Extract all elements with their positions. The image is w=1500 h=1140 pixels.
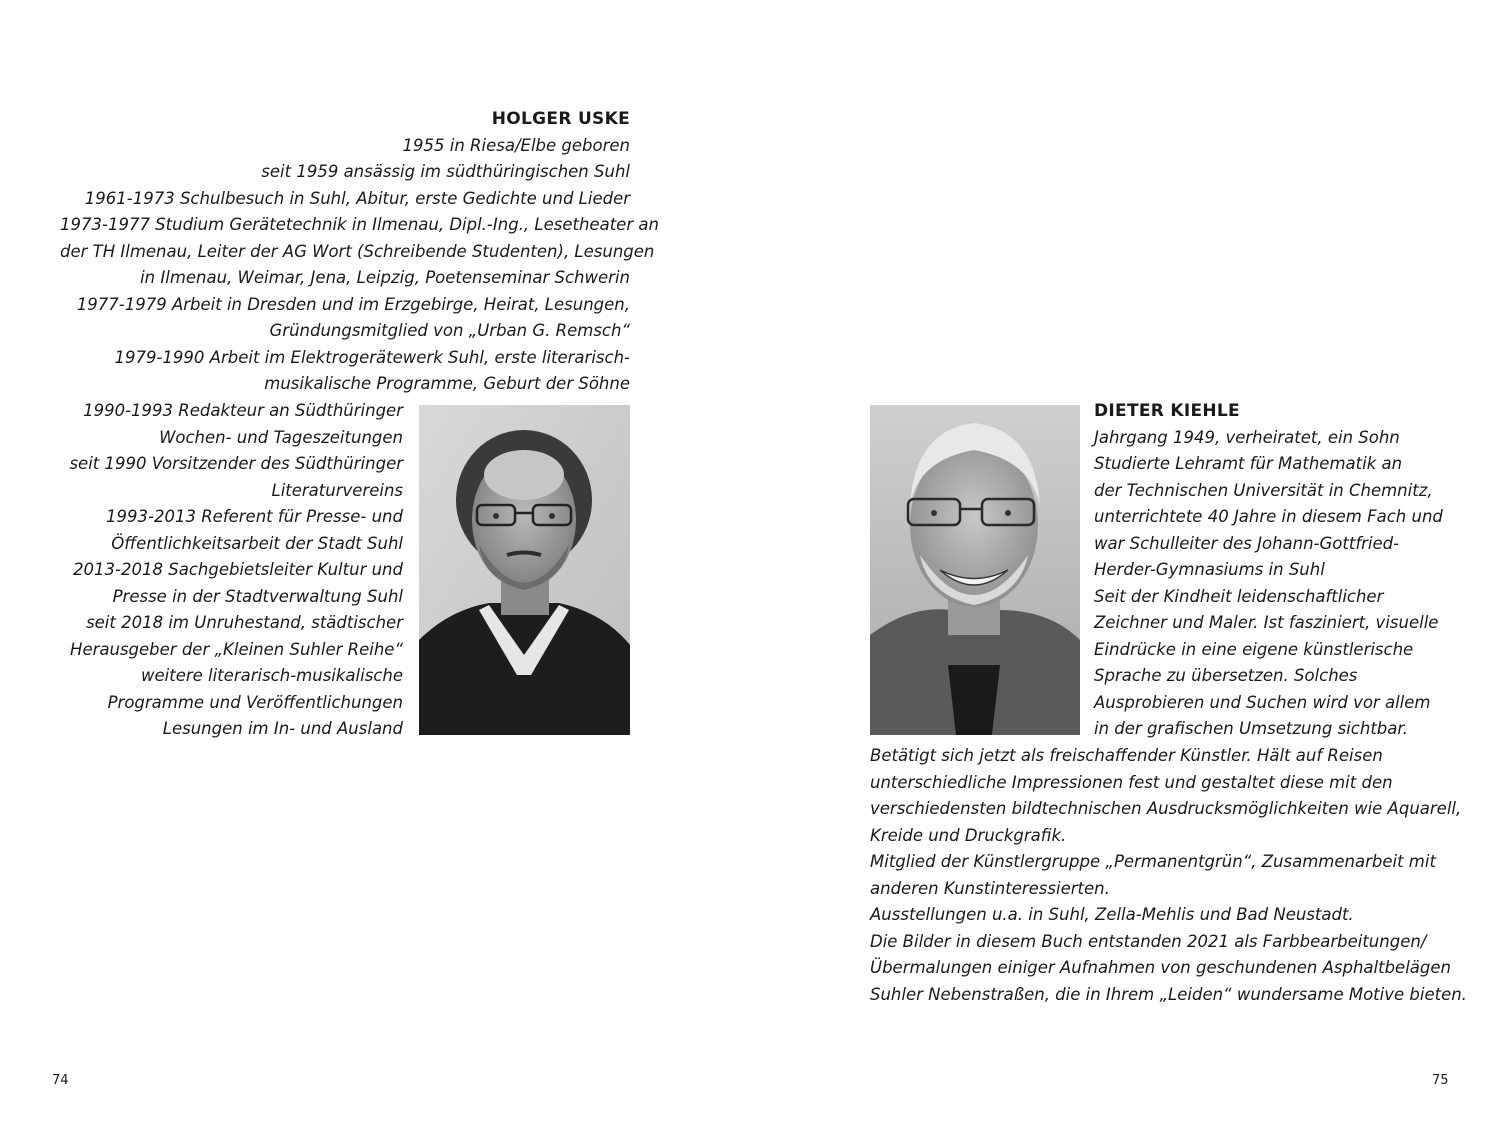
left-side-line: 1993-2013 Referent für Presse- und xyxy=(106,507,403,526)
right-side-line: Eindrücke in eine eigene künstlerische xyxy=(1094,639,1414,659)
right-bottom-line: Kreide und Druckgrafik. xyxy=(870,825,1067,845)
right-bottom-line: Übermalungen einiger Aufnahmen von geschundenen Asphaltbelägen xyxy=(870,958,1451,977)
left-bio-line: 1955 in Riesa/Elbe geboren xyxy=(402,135,630,155)
left-side-line: 1990-1993 Redakteur an Südthüringer xyxy=(83,401,403,420)
right-side-line: Studierte Lehramt für Mathematik an xyxy=(1094,454,1403,473)
left-bio-side xyxy=(60,398,403,743)
portrait-dieter-kiehle xyxy=(870,405,1080,735)
left-side-line: 2013-2018 Sachgebietsleiter Kultur und xyxy=(73,560,403,579)
left-bio-top xyxy=(60,106,659,398)
right-bottom-line: Betätigt sich jetzt als freischaffender Künstler. Hält auf Reisen xyxy=(870,746,1383,765)
left-side-line: seit 2018 im Unruhestand, städtischer xyxy=(86,613,403,632)
right-author-name: DIETER KIEHLE xyxy=(1094,401,1240,421)
left-side-line: seit 1990 Vorsitzender des Südthüringer xyxy=(69,454,403,473)
right-side-line: Seit der Kindheit leidenschaftlicher xyxy=(1094,586,1384,606)
right-bottom-line: Ausstellungen u.a. in Suhl, Zella-Mehlis und Bad Neustadt. xyxy=(870,905,1354,924)
page-number-left: 74 xyxy=(52,1073,69,1088)
right-side-line: Zeichner und Maler. Ist fasziniert, visuelle xyxy=(1094,613,1439,632)
left-author-name: HOLGER USKE xyxy=(491,109,630,129)
left-bio-line: musikalische Programme, Geburt der Söhne xyxy=(264,374,630,393)
left-bio-line: in Ilmenau, Weimar, Jena, Leipzig, Poetenseminar Schwerin xyxy=(140,268,630,287)
left-bio-line: der TH Ilmenau, Leiter der AG Wort (Schreibende Studenten), Lesungen xyxy=(60,241,655,261)
left-side-line: Lesungen im In- und Ausland xyxy=(162,719,403,738)
page-number-right: 75 xyxy=(1432,1073,1449,1088)
right-side-line: der Technischen Universität in Chemnitz, xyxy=(1094,480,1433,500)
left-side-line: Programme und Veröffentlichungen xyxy=(107,692,403,712)
right-bio-bottom xyxy=(870,743,1470,1008)
left-side-line: Presse in der Stadtverwaltung Suhl xyxy=(112,586,403,606)
left-side-line: weitere literarisch-musikalische xyxy=(141,666,403,685)
left-bio-line: seit 1959 ansässig im südthüringischen Suhl xyxy=(261,162,630,181)
right-bottom-line: Die Bilder in diesem Buch entstanden 2021 als Farbbearbeitungen/ xyxy=(870,931,1427,951)
left-side-line: Öffentlichkeitsarbeit der Stadt Suhl xyxy=(111,533,403,553)
portrait-holger-uske xyxy=(419,405,630,735)
right-bottom-line: Mitglied der Künstlergruppe „Permanentgrün“, Zusammenarbeit mit xyxy=(870,852,1436,871)
left-bio-line: Gründungsmitglied von „Urban G. Remsch“ xyxy=(269,321,630,340)
right-side-line: Ausprobieren und Suchen wird vor allem xyxy=(1094,692,1431,712)
right-bottom-line: unterschiedliche Impressionen fest und gestaltet diese mit den xyxy=(870,772,1393,792)
right-side-line: Herder-Gymnasiums in Suhl xyxy=(1094,560,1325,579)
right-side-line: Jahrgang 1949, verheiratet, ein Sohn xyxy=(1094,427,1400,447)
left-bio-line: 1973-1977 Studium Gerätetechnik in Ilmenau, Dipl.-Ing., Lesetheater an xyxy=(60,215,659,234)
left-side-line: Literaturvereins xyxy=(271,480,403,500)
right-side-line: war Schulleiter des Johann-Gottfried- xyxy=(1094,533,1400,553)
left-bio-line: 1979-1990 Arbeit im Elektrogerätewerk Suhl, erste literarisch- xyxy=(114,347,630,367)
right-side-line: unterrichtete 40 Jahre in diesem Fach und xyxy=(1094,507,1443,526)
left-bio-line: 1961-1973 Schulbesuch in Suhl, Abitur, erste Gedichte und Lieder xyxy=(84,188,630,208)
right-bottom-line: anderen Kunstinteressierten. xyxy=(870,878,1110,898)
left-side-line: Herausgeber der „Kleinen Suhler Reihe“ xyxy=(70,639,403,659)
left-bio-line: 1977-1979 Arbeit in Dresden und im Erzgebirge, Heirat, Lesungen, xyxy=(76,294,630,314)
right-bottom-line: Suhler Nebenstraßen, die in Ihrem „Leiden“ wundersame Motive bieten. xyxy=(870,984,1467,1004)
right-side-line: in der grafischen Umsetzung sichtbar. xyxy=(1094,719,1408,738)
left-side-line: Wochen- und Tageszeitungen xyxy=(159,427,403,447)
right-bio-side xyxy=(1094,398,1474,743)
right-side-line: Sprache zu übersetzen. Solches xyxy=(1094,666,1358,685)
right-bottom-line: verschiedensten bildtechnischen Ausdrucksmöglichkeiten wie Aquarell, xyxy=(870,799,1462,818)
